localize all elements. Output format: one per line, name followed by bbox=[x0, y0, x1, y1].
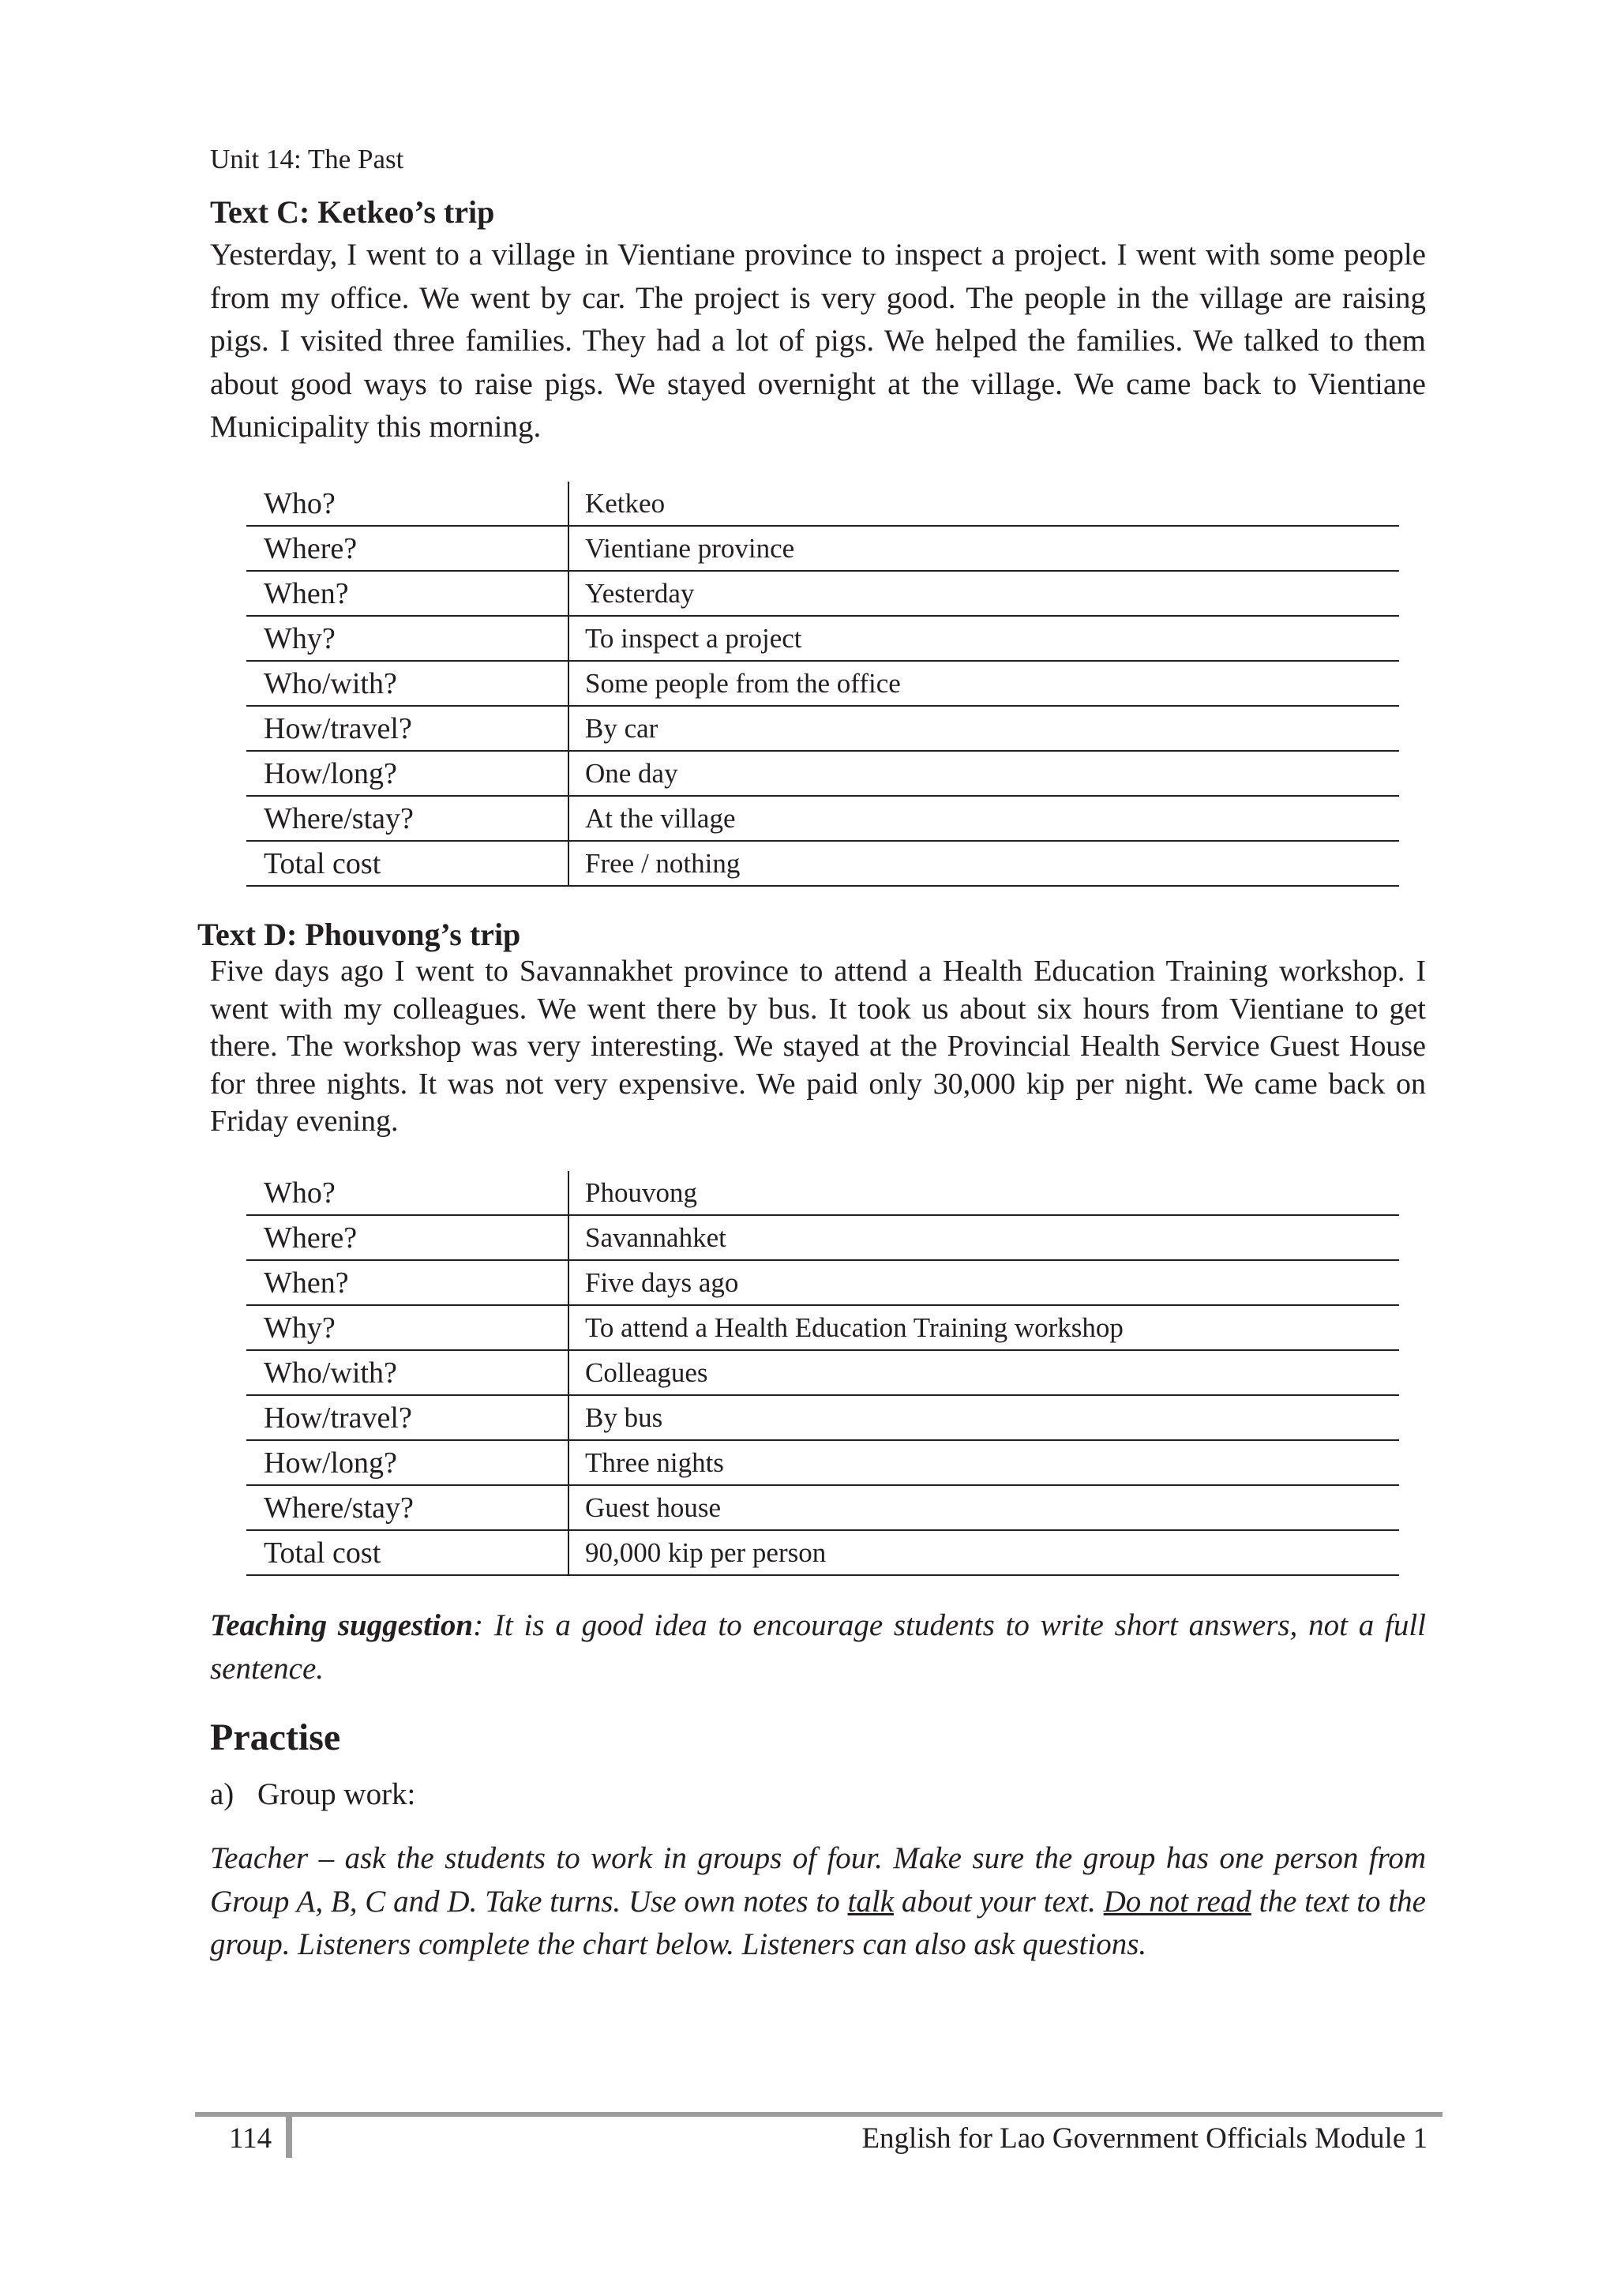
table-row bbox=[246, 1395, 1399, 1440]
table-row bbox=[246, 1530, 1399, 1575]
table-row bbox=[246, 482, 1399, 526]
table-row bbox=[246, 1305, 1399, 1350]
table-row bbox=[246, 796, 1399, 841]
footer-book-title: English for Lao Government Officials Module 1 bbox=[861, 2122, 1428, 2155]
teacher-instructions bbox=[210, 1837, 1426, 1967]
question-cell: Where? bbox=[246, 1215, 568, 1260]
question-cell: Where/stay? bbox=[246, 1485, 568, 1530]
answer-cell: To attend a Health Education Training workshop bbox=[568, 1305, 1399, 1350]
table-row bbox=[246, 841, 1399, 886]
text-c-table bbox=[246, 482, 1399, 887]
answer-cell: At the village bbox=[568, 796, 1399, 841]
practise-heading: Practise bbox=[210, 1716, 341, 1758]
question-cell: Where/stay? bbox=[246, 796, 568, 841]
table-row bbox=[246, 1350, 1399, 1395]
question-cell: Who/with? bbox=[246, 1350, 568, 1395]
answer-cell: One day bbox=[568, 751, 1399, 796]
answer-cell: 90,000 kip per person bbox=[568, 1530, 1399, 1575]
text-c-paragraph: Yesterday, I went to a village in Vientiane province to inspect a project. I went with some people from my office. We went by car. The project is very good. The people in the village are raising pigs. I visited three families. They had a lot of pigs. We helped the families. We talked to them about good ways to raise pigs. We stayed overnight at the village. We came back to Vientiane Municipality this morning. bbox=[210, 238, 1426, 444]
answer-cell: Ketkeo bbox=[568, 482, 1399, 526]
page-header: Unit 14: The Past bbox=[210, 144, 404, 174]
table-row bbox=[246, 661, 1399, 706]
table-row bbox=[246, 1171, 1399, 1215]
answer-cell: Three nights bbox=[568, 1440, 1399, 1485]
question-cell: Total cost bbox=[246, 1530, 568, 1575]
question-cell: How/long? bbox=[246, 1440, 568, 1485]
underlined-do-not-read: Do not read bbox=[1103, 1884, 1251, 1919]
answer-cell: Colleagues bbox=[568, 1350, 1399, 1395]
answer-cell: By car bbox=[568, 706, 1399, 751]
text-d-paragraph: Five days ago I went to Savannakhet province to attend a Health Education Training workshop. I went with my colleagues. We went there by bus. It took us about six hours from Vientiane to get there. The workshop was very interesting. We stayed at the Provincial Health Service Guest House for three nights. It was not very expensive. We paid only 30,000 kip per night. We came back on Friday evening. bbox=[210, 955, 1426, 1138]
text-c-title: Text C: Ketkeo’s trip bbox=[210, 194, 495, 230]
question-cell: Why? bbox=[246, 1305, 568, 1350]
answer-cell: By bus bbox=[568, 1395, 1399, 1440]
answer-cell: Free / nothing bbox=[568, 841, 1399, 886]
question-cell: How/long? bbox=[246, 751, 568, 796]
table-row bbox=[246, 526, 1399, 571]
table-row bbox=[246, 1260, 1399, 1305]
teaching-suggestion-text: : It is a good idea to encourage students to write short answers, not a full sentence. bbox=[210, 1608, 1427, 1686]
answer-cell: Phouvong bbox=[568, 1171, 1399, 1215]
question-cell: Who? bbox=[246, 1171, 568, 1215]
teacher-text-3: the text to the group. Listeners complete the chart below. Listeners can also ask questions. bbox=[210, 1884, 1426, 1961]
table-row bbox=[246, 1215, 1399, 1260]
footer-rule bbox=[195, 2112, 1443, 2117]
answer-cell: Guest house bbox=[568, 1485, 1399, 1530]
teaching-suggestion bbox=[210, 1604, 1426, 1690]
table-row bbox=[246, 616, 1399, 661]
question-cell: When? bbox=[246, 571, 568, 616]
answer-cell: Vientiane province bbox=[568, 526, 1399, 571]
table-row bbox=[246, 706, 1399, 751]
question-cell: Where? bbox=[246, 526, 568, 571]
question-cell: How/travel? bbox=[246, 706, 568, 751]
answer-cell: Some people from the office bbox=[568, 661, 1399, 706]
question-cell: Total cost bbox=[246, 841, 568, 886]
answer-cell: To inspect a project bbox=[568, 616, 1399, 661]
question-cell: How/travel? bbox=[246, 1395, 568, 1440]
text-d-title: Text D: Phouvong’s trip bbox=[197, 917, 521, 952]
teaching-suggestion-label: Teaching suggestion bbox=[210, 1608, 474, 1642]
question-cell: Who/with? bbox=[246, 661, 568, 706]
teacher-text-1: Teacher – ask the students to work in groups of four. Make sure the group has one person from Group A, B, C and D. Take turns. Use own notes to bbox=[210, 1841, 1426, 1919]
question-cell: When? bbox=[246, 1260, 568, 1305]
teacher-text-2: about your text. bbox=[894, 1884, 1104, 1919]
page-number: 114 bbox=[229, 2122, 272, 2155]
text-d-table bbox=[246, 1171, 1399, 1576]
footer-divider bbox=[286, 2117, 292, 2158]
answer-cell: Five days ago bbox=[568, 1260, 1399, 1305]
answer-cell: Savannahket bbox=[568, 1215, 1399, 1260]
table-row bbox=[246, 571, 1399, 616]
group-work-item bbox=[210, 1776, 415, 1812]
table-row bbox=[246, 1440, 1399, 1485]
answer-cell: Yesterday bbox=[568, 571, 1399, 616]
underlined-talk: talk bbox=[847, 1884, 895, 1919]
group-work-label: Group work: bbox=[257, 1777, 416, 1811]
question-cell: Why? bbox=[246, 616, 568, 661]
question-cell: Who? bbox=[246, 482, 568, 526]
group-work-letter: a) bbox=[210, 1777, 234, 1811]
table-row bbox=[246, 751, 1399, 796]
table-row bbox=[246, 1485, 1399, 1530]
